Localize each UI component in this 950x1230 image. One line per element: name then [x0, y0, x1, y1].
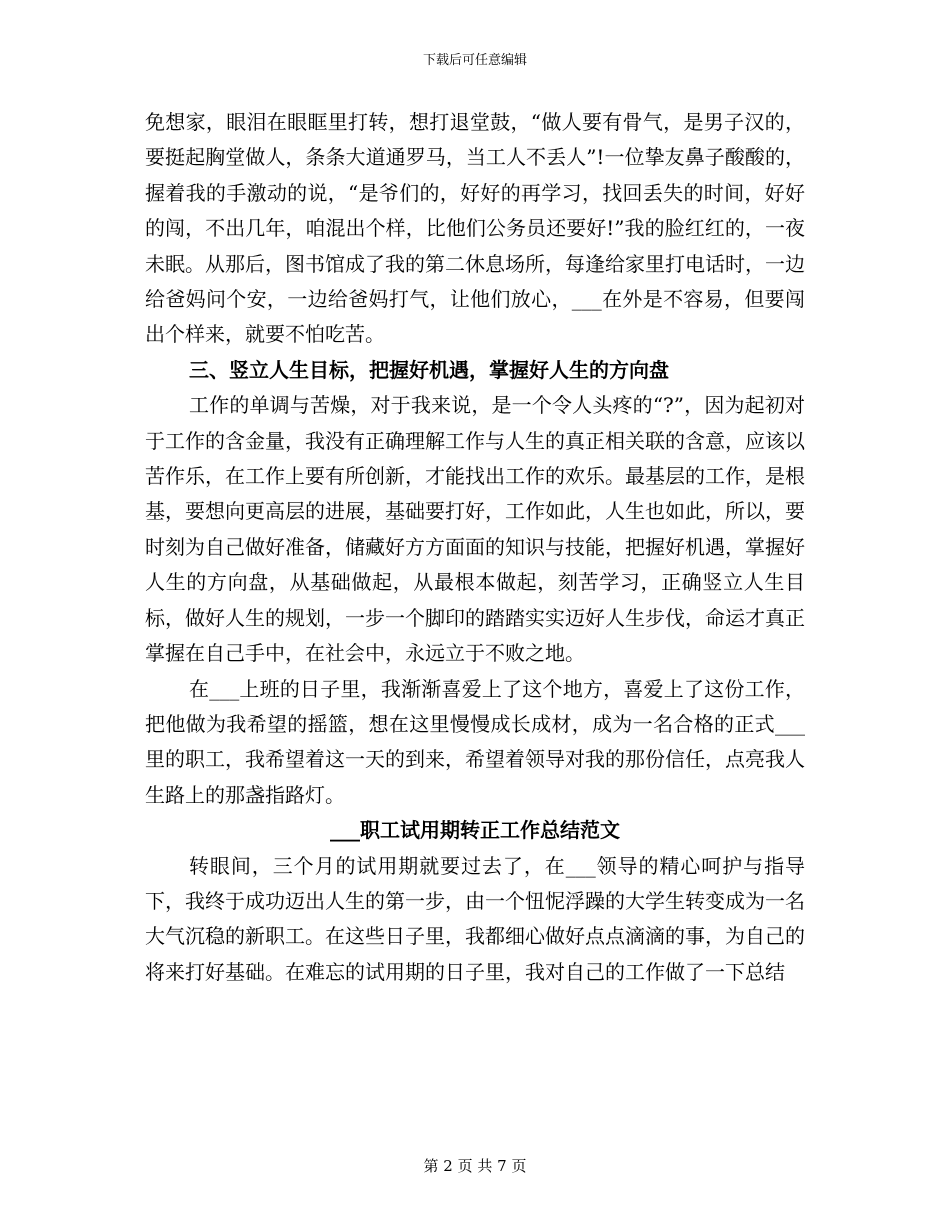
page-header: 下载后可任意编辑 [422, 53, 527, 68]
document-body [145, 105, 805, 990]
paragraph: 免想家，眼泪在眼眶里打转，想打退堂鼓，“做人要有骨气，是男子汉的，要挺起胸堂做人，条条大道通罗马，当工人不丢人”!一位挚友鼻子酸酸的，握着我的手激动的说，“是爷们的，好好的再学习，找回丢失的时间，好好的闯，不出几年，咱混出个样，比他们公务员还要好!”我的脸红红的，一夜未眠。从那后，图书馆成了我的第二休息场所，每逢给家里打电话时，一边给爸妈问个安，一边给爸妈打气，让他们放心，___在外是不容易，但要闯出个样来，就要不怕吃苦。 [145, 110, 805, 347]
paragraph: 转眼间，三个月的试用期就要过去了，在___领导的精心呵护与指导下，我终于成功迈出人生的第一步，由一个忸怩浮躁的大学生转变成为一名大气沉稳的新职工。在这些日子里，我都细心做好点点滴滴的事，为自己的将来打好基础。在难忘的试用期的日子里，我对自己的工作做了一下总结 [145, 853, 805, 984]
section-heading: 三、竖立人生目标，把握好机遇，掌握好人生的方向盘 [189, 357, 669, 382]
paragraph: 在___上班的日子里，我渐渐喜爱上了这个地方，喜爱上了这份工作，把他做为我希望的摇篮，想在这里慢慢成长成材，成为一名合格的正式___里的职工，我希望着这一天的到来，希望着领导对我的那份信任，点亮我人生路上的那盏指路灯。 [145, 676, 805, 807]
document-title: ___职工试用期转正工作总结范文 [330, 818, 620, 843]
page-number: 第 2 页 共 7 页 [423, 1157, 527, 1175]
paragraph: 工作的单调与苦燥，对于我来说，是一个令人头疼的“?”，因为起初对于工作的含金量，我没有正确理解工作与人生的真正相关联的含意，应该以苦作乐，在工作上要有所创新，才能找出工作的欢乐。最基层的工作，是根基，要想向更高层的进展，基础要打好，工作如此，人生也如此，所以，要时刻为自己做好准备，储藏好方方面面的知识与技能，把握好机遇，掌握好人生的方向盘，从基础做起，从最根本做起，刻苦学习，正确竖立人生目标，做好人生的规划，一步一个脚印的踏踏实实迈好人生步伐，命运才真正掌握在自己手中，在社会中，永远立于不败之地。 [145, 393, 805, 666]
